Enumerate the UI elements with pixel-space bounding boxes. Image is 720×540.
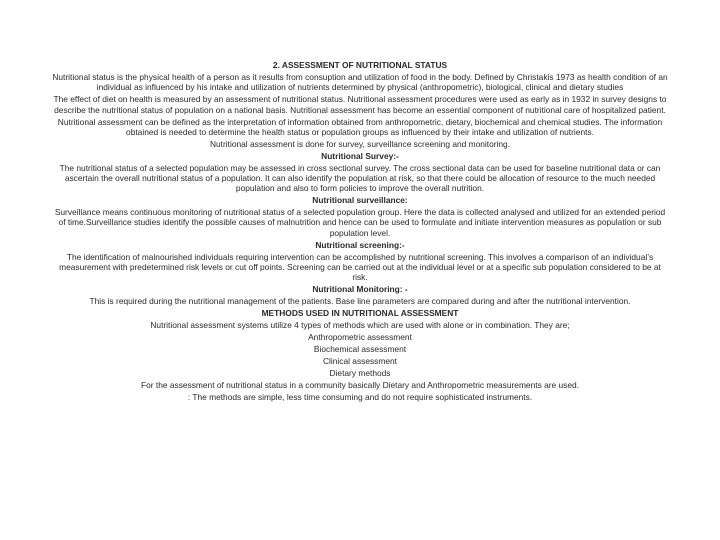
intro-paragraph-1: Nutritional status is the physical health of a person as it results from consuption and utilization of food in the body. Defined by Christakis 1973 as health condition of an individual as influenced by his intake and utilization of nutrients determined by physical (anthropometric), biological, clinical and dietary studies xyxy=(52,72,668,93)
method-item-anthropometric: Anthropometric assessment xyxy=(308,332,412,343)
community-note: For the assessment of nutritional status in a community basically Dietary and Anthropometric measurements are used. xyxy=(140,380,580,391)
simple-methods-note: : The methods are simple, less time consuming and do not require sophisticated instruments. xyxy=(187,392,533,403)
intro-paragraph-2: The effect of diet on health is measured by an assessment of nutritional status. Nutritional assessment procedures were used as early as in 1932 in survey designs to describe the nutritional status of population on a national basis. Nutritional assessment has become an essential component of nutritional care of hospitalized patient. xyxy=(53,94,667,115)
intro-paragraph-3: Nutritional assessment can be defined as the interpretation of information obtained from anthropometric, dietary, biochemical and chemical studies. The information obtained is needed to determine the health status or population groups as influenced by their intake and utilization of nutrients. xyxy=(57,116,663,137)
method-item-clinical: Clinical assessment xyxy=(322,356,397,367)
screening-heading: Nutritional screening:- xyxy=(315,239,405,250)
method-item-biochemical: Biochemical assessment xyxy=(313,344,407,355)
screening-text: The identification of malnourished individuals requiring intervention can be accomplished by nutritional screening. This involves a comparison of an individual’s measurement with predetermined risk levels or cut off points. Screening can be carried out at the individual level or at a specific sub population considered to be at risk. xyxy=(59,251,661,283)
methods-heading: METHODS USED IN NUTRITIONAL ASSESSMENT xyxy=(261,308,459,319)
methods-intro: Nutritional assessment systems utilize 4 types of methods which are used with alone or in combination. They are; xyxy=(150,320,570,331)
survey-heading: Nutritional Survey:- xyxy=(321,150,399,161)
method-item-dietary: Dietary methods xyxy=(329,368,391,379)
surveillance-heading: Nutritional surveillance: xyxy=(312,195,408,206)
page-title: 2. ASSESSMENT OF NUTRITIONAL STATUS xyxy=(272,60,448,70)
survey-text: The nutritional status of a selected population may be assessed in cross sectional survey. The cross sectional data can be used for baseline nutritional data or can ascertain the overall nutritional status of a population. It can also identify the population at risk, so that there could be allocation of resource to the much needed population and also to form policies to improve the overall nutrition. xyxy=(59,162,661,194)
intro-paragraph-4: Nutritional assessment is done for survey, surveillance screening and monitoring. xyxy=(209,138,511,149)
monitoring-text: This is required during the nutritional management of the patients. Base line parameters are compared during and after the nutritional intervention. xyxy=(89,296,631,307)
monitoring-heading: Nutritional Monitoring: - xyxy=(312,284,408,295)
surveillance-text: Surveillance means continuous monitoring of nutritional status of a selected population group. Here the data is collected analysed and utilized for an extended period of time.Surveillance studies identify the possible causes of malnutrition and hence can be used to formulate and initiate intervention measures as population or sub population level. xyxy=(54,207,666,238)
